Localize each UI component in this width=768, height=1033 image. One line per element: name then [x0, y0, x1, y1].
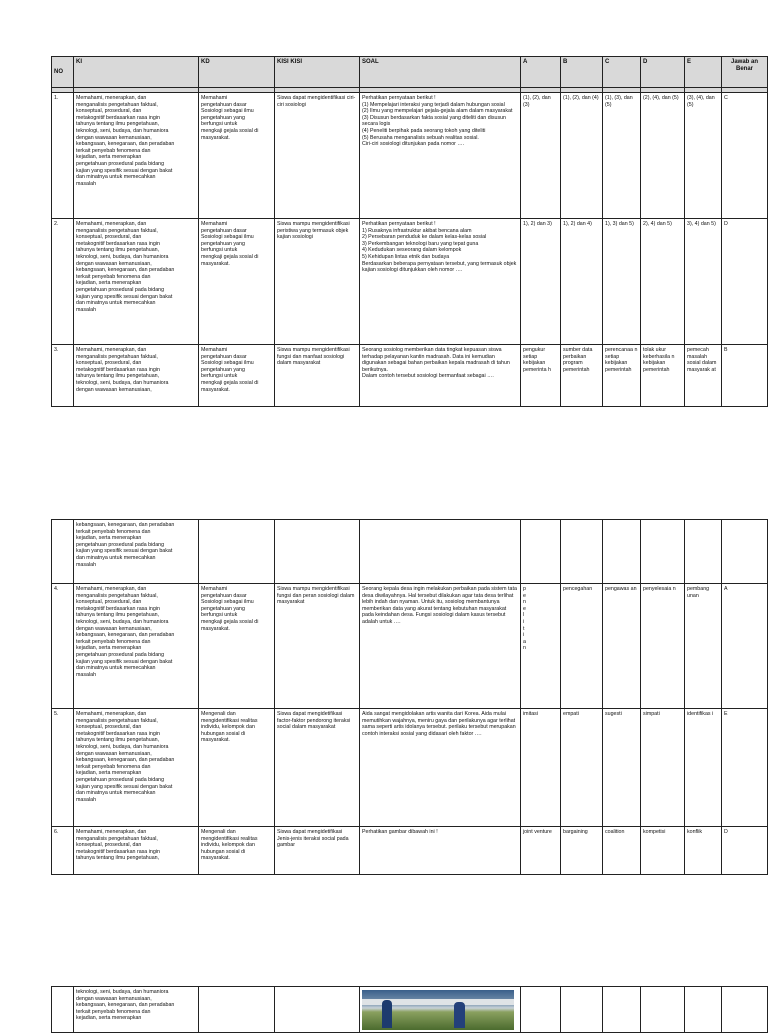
option-a: imitasi: [521, 709, 561, 827]
kisi-cell: Siswa dapat mengidetifikasi factor-faktor pendorong iteraksi social dalam masyarakat: [275, 709, 360, 827]
option-d: (2), (4), dan (5): [641, 93, 685, 219]
header-b: B: [561, 57, 603, 88]
option-c: perencanaa n setiap kebijakan pemerintah: [603, 345, 641, 407]
soal-cell: Perhatikan pernyataan berikut ! (1) Mempelajari interaksi yang terjadi dalam hubungan sosial (2) Ilmu yang mempelajari gejala-gejala alam dalam masyarakat (3) Disusun berdasarkan fakta sosial yang diteliti dan disusun secara logis (4) Peneliti berpihak pada seorang tokoh yang diteliti (5) Berusaha menganalisis sebuah realitas sosial. Ciri-ciri sosiologi ditunjukan pada nomor ….: [360, 93, 521, 219]
option-c: sugesti: [603, 709, 641, 827]
football-players-image: [362, 990, 514, 1030]
kd-cell: Memahami pengetahuan dasar Sosiologi sebagai ilmu pengetahuan yang berfungsi untuk mengkaji gejala sosial di masyarakat.: [199, 584, 275, 709]
option-a: joint venture: [521, 827, 561, 875]
header-soal: SOAL: [360, 57, 521, 88]
header-kisi: KISI KISI: [275, 57, 360, 88]
header-no: NO: [52, 57, 74, 88]
row-number: 6.: [52, 827, 74, 875]
option-e: pemecah masalah sosial dalam masyarak at: [685, 345, 722, 407]
row-number: 5.: [52, 709, 74, 827]
option-e: konflik: [685, 827, 722, 875]
header-e: E: [685, 57, 722, 88]
ki-cell: Memahami, menerapkan, dan menganalisis pengetahuan faktual, konseptual, prosedural, dan metakognitif berdasarkan rasa ingin tahunya tentang ilmu pengetahuan, teknologi, seni, budaya, dan humaniora dengan wawasan kemanusiaan, kebangsaan, kenegaraan, dan peradaban terkait penyebab fenomena dan kejadian, serta menerapkan pengetahuan prosedural pada bidang kajian yang spesifik sesuai dengan bakat dan minatnya untuk memecahkan masalah: [74, 219, 199, 345]
table-row-continuation: [52, 987, 768, 1033]
header-kd: KD: [199, 57, 275, 88]
kisi-cell: Siswa mampu mengidentifikasi fungsi dan manfaat sosiologi dalam masyarakat: [275, 345, 360, 407]
table-row: [52, 345, 768, 407]
kd-cell: Mengenali dan mengidentifikasi realitas individu, kelompok dan hubungan sosial di masyarakat.: [199, 827, 275, 875]
soal-cell: Perhatikan pernyataan berikut ! 1) Rusaknya infrastruktur akibat bencana alam 2) Persebaran penduduk ke dalam kelas-kelas sosial 3) Perkembangan teknologi baru yang tepat guna 4) Kedudukan seseorang dalam kelompok 5) Kehidupan lintas etnik dan budaya Berdasarkan beberapa pernyataan tersebut, yang termasuk objek kajian sosiologi ditunjukkan oleh nomor ….: [360, 219, 521, 345]
ki-cell: Memahami, menerapkan, dan menganalisis pengetahuan faktual, konseptual, prosedural, dan metakognitif berdasarkan rasa ingin tahunya tentang ilmu pengetahuan, teknologi, seni, budaya, dan humaniora dengan wawasan kemanusiaan, kebangsaan, kenegaraan, dan peradaban terkait penyebab fenomena dan kejadian, serta menerapkan pengetahuan prosedural pada bidang kajian yang spesifik sesuai dengan bakat dan minatnya untuk memecahkan masalah: [74, 709, 199, 827]
option-b: sumber data perbaikan program pemerintah: [561, 345, 603, 407]
option-d: simpati: [641, 709, 685, 827]
ki-cell: Memahami, menerapkan, dan menganalisis pengetahuan faktual, konseptual, prosedural, dan metakognitif berdasarkan rasa ingin tahunya tentang ilmu pengetahuan,: [74, 827, 199, 875]
row-number: 1.: [52, 93, 74, 219]
kd-cell: Memahami pengetahuan dasar Sosiologi sebagai ilmu pengetahuan yang berfungsi untuk mengkaji gejala sosial di masyarakat.: [199, 219, 275, 345]
kisi-cell: Siswa dapat mengidetifikasi Jenis-jenis iteraksi social pada gambar: [275, 827, 360, 875]
option-d: 2), 4) dan 5): [641, 219, 685, 345]
soal-cell: Perhatikan gambar dibawah ini !: [360, 827, 521, 875]
answer-cell: D: [722, 219, 768, 345]
option-c: pengawas an: [603, 584, 641, 709]
option-e: (3), (4), dan (5): [685, 93, 722, 219]
question-table-page-3: [51, 986, 768, 1033]
table-row: [52, 709, 768, 827]
option-c: (1), (3), dan (5): [603, 93, 641, 219]
ki-cell: Memahami, menerapkan, dan menganalisis pengetahuan faktual, konseptual, prosedural, dan metakognitif berdasarkan rasa ingin tahunya tentang ilmu pengetahuan, teknologi, seni, budaya, dan humaniora dengan wawasan kemanusiaan, kebangsaan, kenegaraan, dan peradaban terkait penyebab fenomena dan kejadian, serta menerapkan pengetahuan prosedural pada bidang kajian yang spesifik sesuai dengan bakat dan minatnya untuk memecahkan masalah: [74, 93, 199, 219]
header-jawaban: Jawab an Benar: [722, 57, 768, 88]
header-ki: KI: [74, 57, 199, 88]
option-e: pembang unan: [685, 584, 722, 709]
option-c: 1), 3) dan 5): [603, 219, 641, 345]
option-a: (1), (2), dan (3): [521, 93, 561, 219]
table-row: [52, 219, 768, 345]
option-b: (1), (2), dan (4): [561, 93, 603, 219]
option-e: 3), 4) dan 5): [685, 219, 722, 345]
option-d: tolak ukur keberhasila n kebijakan pemerintah: [641, 345, 685, 407]
kd-cell: Memahami pengetahuan dasar Sosiologi sebagai ilmu pengetahuan yang berfungsi untuk mengkaji gejala sosial di masyarakat.: [199, 345, 275, 407]
option-b: 1), 2) dan 4): [561, 219, 603, 345]
soal-cell: Aida sangat mengidolakan artis wanita dari Korea. Aida mulai memutihkan wajahnya, meniru gaya dan perilakunya agar terlihat sama seperti artis idolanya tersebut. perilaku tersebut merupakan contoh interaksi sosial yang didasari oleh faktor ….: [360, 709, 521, 827]
table-row: [52, 584, 768, 709]
question-table-page-2: [51, 519, 768, 875]
option-d: kompetisi: [641, 827, 685, 875]
option-a: p e n e l i t i a n: [521, 584, 561, 709]
header-c: C: [603, 57, 641, 88]
kd-cell: Memahami pengetahuan dasar Sosiologi sebagai ilmu pengetahuan yang berfungsi untuk mengkaji gejala sosial di masyarakat.: [199, 93, 275, 219]
ki-cell: Memahami, menerapkan, dan menganalisis pengetahuan faktual, konseptual, prosedural, dan metakognitif berdasarkan rasa ingin tahunya tentang ilmu pengetahuan, teknologi, seni, budaya, dan humaniora dengan wawasan kemanusiaan, kebangsaan, kenegaraan, dan peradaban terkait penyebab fenomena dan kejadian, serta menerapkan pengetahuan prosedural pada bidang kajian yang spesifik sesuai dengan bakat dan minatnya untuk memecahkan masalah: [74, 584, 199, 709]
ki-cell: kebangsaan, kenegaraan, dan peradaban terkait penyebab fenomena dan kejadian, serta menerapkan pengetahuan prosedural pada bidang kajian yang spesifik sesuai dengan bakat dan minatnya untuk memecahkan masalah: [74, 520, 199, 584]
table-row: [52, 93, 768, 219]
soal-cell: Seorang kepala desa ingin melakukan perbaikan pada sistem tata desa diwilayahnya. Hal tersebut dilakukan agar tata desa terlihat lebih indah dan nyaman. Untuk itu, sosiolog membantunya memberikan data yang akurat tentang kebutuhan masyarakat pada keindahan desa. Fungsi sosiologi dalam kasus tersebut adalah untuk ….: [360, 584, 521, 709]
ki-cell: teknologi, seni, budaya, dan humaniora dengan wawasan kemanusiaan, kebangsaan, kenegaraan, dan peradaban terkait penyebab fenomena dan kejadian, serta menerapkan: [74, 987, 199, 1033]
soal-cell: Seorang sosiolog memberikan data tingkat kepuasan siswa terhadap pelayanan kantin madrasah. Data ini kemudian digunakan sebagai bahan perbaikan kepala madrasah di tahun berikutnya. Dalam contoh tersebut sosiologi bermanfaat sebagai ….: [360, 345, 521, 407]
option-b: pencegahan: [561, 584, 603, 709]
kisi-cell: Siswa mampu mengidentifikasi fungsi dan peran sosiologi dalam masyarakat: [275, 584, 360, 709]
answer-cell: D: [722, 827, 768, 875]
header-a: A: [521, 57, 561, 88]
option-e: identifikas i: [685, 709, 722, 827]
row-number: 4.: [52, 584, 74, 709]
interaction-photo: [360, 987, 521, 1033]
option-b: bargaining: [561, 827, 603, 875]
answer-cell: A: [722, 584, 768, 709]
option-d: penyelesaia n: [641, 584, 685, 709]
table-row-continuation: [52, 520, 768, 584]
table-row: [52, 827, 768, 875]
kisi-cell: Siswa dapat mengidentifikasi ciri-ciri sosiologi: [275, 93, 360, 219]
row-number: 2.: [52, 219, 74, 345]
option-a: 1), 2) dan 3): [521, 219, 561, 345]
option-b: empati: [561, 709, 603, 827]
answer-cell: C: [722, 93, 768, 219]
option-c: coalition: [603, 827, 641, 875]
ki-cell: Memahami, menerapkan, dan menganalisis pengetahuan faktual, konseptual, prosedural, dan metakognitif berdasarkan rasa ingin tahunya tentang ilmu pengetahuan, teknologi, seni, budaya, dan humaniora dengan wawasan kemanusiaan,: [74, 345, 199, 407]
kisi-cell: Siswa mampu mengidentifikasi peristiwa yang termasuk objek kajian sosiologi: [275, 219, 360, 345]
answer-cell: E: [722, 709, 768, 827]
option-a: pengukur setiap kebijakan pemerinta h: [521, 345, 561, 407]
kd-cell: Mengenali dan mengidentifikasi realitas individu, kelompok dan hubungan sosial di masyarakat.: [199, 709, 275, 827]
question-table-page-1: [51, 56, 768, 407]
answer-cell: B: [722, 345, 768, 407]
header-d: D: [641, 57, 685, 88]
row-number: 3.: [52, 345, 74, 407]
